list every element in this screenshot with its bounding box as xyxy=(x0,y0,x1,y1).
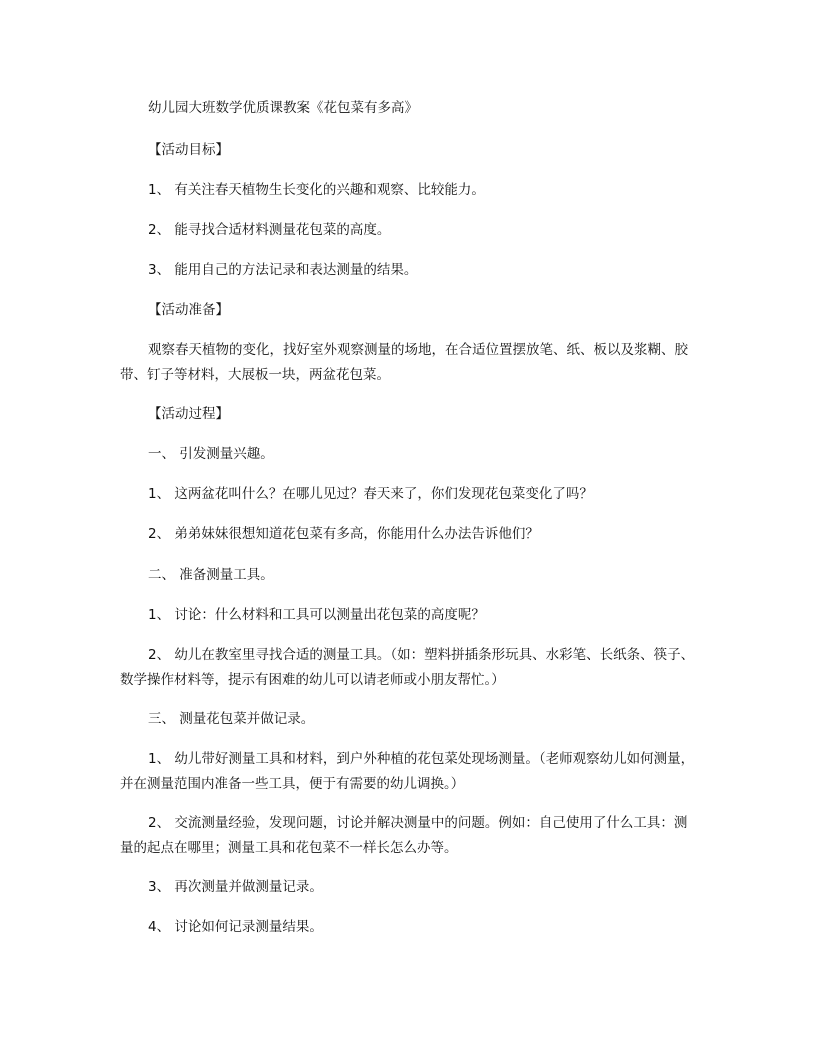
step3-title: 三、 测量花包菜并做记录。 xyxy=(148,711,315,727)
step3-item-2: 2、 交流测量经验，发现问题，讨论并解决测量中的问题。例如：自己使用了什么工具：测量的起点在哪里；测量工具和花包菜不一样长怎么办等。 xyxy=(120,815,688,856)
step3-item-4: 4、 讨论如何记录测量结果。 xyxy=(148,919,323,935)
step1-title: 一、 引发测量兴趣。 xyxy=(148,446,274,462)
step2-item-1: 1、 讨论：什么材料和工具可以测量出花包菜的高度呢？ xyxy=(148,607,485,623)
goal-item-3: 3、 能用自己的方法记录和表达测量的结果。 xyxy=(148,262,418,278)
goal-item-2: 2、 能寻找合适材料测量花包菜的高度。 xyxy=(148,222,391,238)
document-title: 幼儿园大班数学优质课教案《花包菜有多高》 xyxy=(148,100,418,116)
goal-heading: 【活动目标】 xyxy=(148,142,229,158)
process-heading: 【活动过程】 xyxy=(148,406,229,422)
step1-item-2: 2、 弟弟妹妹很想知道花包菜有多高，你能用什么办法告诉他们？ xyxy=(148,526,539,542)
step2-title: 二、 准备测量工具。 xyxy=(148,567,274,583)
prep-heading: 【活动准备】 xyxy=(148,302,229,318)
step3-item-3: 3、 再次测量并做测量记录。 xyxy=(148,879,323,895)
step1-item-1: 1、 这两盆花叫什么？在哪儿见过？春天来了，你们发现花包菜变化了吗？ xyxy=(148,486,593,502)
prep-text: 观察春天植物的变化，找好室外观察测量的场地，在合适位置摆放笔、纸、板以及浆糊、胶带、钉子等材料，大展板一块，两盆花包菜。 xyxy=(120,342,688,383)
goal-item-1: 1、 有关注春天植物生长变化的兴趣和观察、比较能力。 xyxy=(148,182,485,198)
step3-item-1: 1、 幼儿带好测量工具和材料，到户外种植的花包菜处现场测量。（老师观察幼儿如何测量，并在测量范围内准备一些工具，便于有需要的幼儿调换。） xyxy=(120,751,695,792)
step2-item-2: 2、 幼儿在教室里寻找合适的测量工具。（如：塑料拼插条形玩具、水彩笔、长纸条、筷子、数学操作材料等，提示有困难的幼儿可以请老师或小朋友帮忙。） xyxy=(120,647,695,688)
